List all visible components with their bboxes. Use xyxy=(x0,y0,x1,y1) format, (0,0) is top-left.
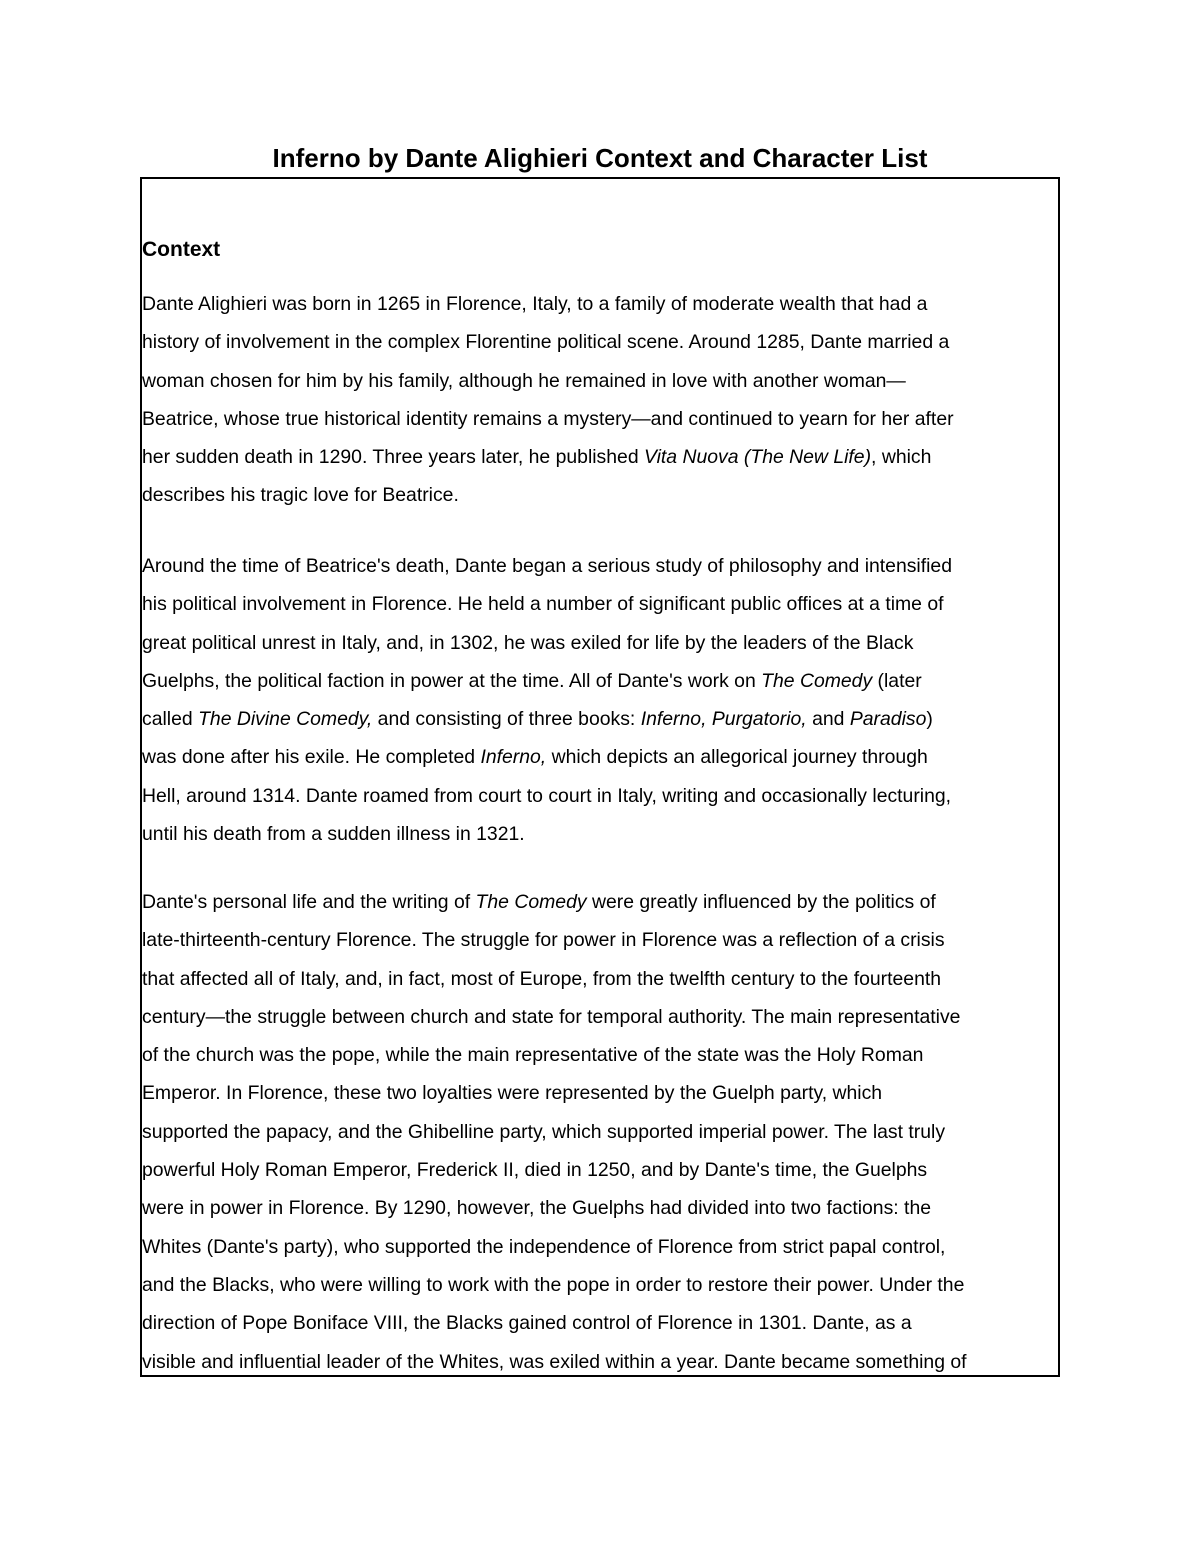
text-run: his political involvement in Florence. He held a number of significant public offices at a time of xyxy=(142,593,944,616)
text-run: were in power in Florence. By 1290, however, the Guelphs had divided into two factions: the xyxy=(142,1197,932,1220)
text-line xyxy=(142,883,1060,921)
italic-text: Inferno, xyxy=(480,746,547,769)
italic-text: Vita Nuova (The New Life) xyxy=(644,446,872,469)
text-line xyxy=(142,1228,1060,1266)
text-run: describes his tragic love for Beatrice. xyxy=(142,484,459,507)
text-run: Dante Alighieri was born in 1265 in Florence, Italy, to a family of moderate wealth that had a xyxy=(142,293,928,315)
text-line xyxy=(142,1266,1060,1304)
text-line xyxy=(142,362,1060,400)
text-line xyxy=(142,438,1060,476)
text-line xyxy=(142,1189,1060,1227)
text-line xyxy=(142,285,1060,323)
content-box xyxy=(140,177,1060,1377)
text-run: and xyxy=(806,708,850,731)
text-line xyxy=(142,921,1060,959)
text-run: supported the papacy, and the Ghibelline party, which supported imperial power. The last truly xyxy=(142,1120,946,1143)
paragraph xyxy=(142,285,1060,515)
text-line xyxy=(142,1074,1060,1112)
text-line xyxy=(142,815,1060,853)
italic-text: Inferno, Purgatorio, xyxy=(640,708,807,731)
page-title: Inferno by Dante Alighieri Context and Character List xyxy=(272,143,928,173)
text-run: woman chosen for him by his family, although he remained in love with another woman— xyxy=(142,369,906,392)
text-line xyxy=(142,1151,1060,1189)
text-line xyxy=(142,400,1060,438)
text-run: Beatrice, whose true historical identity remains a mystery—and continued to yearn for her after xyxy=(142,407,954,430)
text-line xyxy=(142,998,1060,1036)
text-run: Around the time of Beatrice's death, Dante began a serious study of philosophy and intensified xyxy=(142,555,953,577)
text-run: great political unrest in Italy, and, in 1302, he was exiled for life by the leaders of the Black xyxy=(142,631,914,654)
text-run: Dante's personal life and the writing of xyxy=(142,891,476,913)
italic-text: The Divine Comedy, xyxy=(198,708,373,731)
italic-text: Paradiso xyxy=(849,708,927,731)
text-run: powerful Holy Roman Emperor, Frederick II, died in 1250, and by Dante's time, the Guelphs xyxy=(142,1159,928,1182)
text-run: late-thirteenth-century Florence. The struggle for power in Florence was a reflection of a crisis xyxy=(142,929,945,952)
text-run: Guelphs, the political faction in power at the time. All of Dante's work on xyxy=(142,669,762,692)
text-line xyxy=(142,1343,1060,1377)
text-run: until his death from a sudden illness in 1321. xyxy=(142,823,525,846)
text-line xyxy=(142,1036,1060,1074)
text-run: and the Blacks, who were willing to work with the pope in order to restore their power. Under the xyxy=(142,1273,965,1296)
text-line xyxy=(142,738,1060,776)
text-line xyxy=(142,1113,1060,1151)
text-run: direction of Pope Boniface VIII, the Blacks gained control of Florence in 1301. Dante, as a xyxy=(142,1312,912,1335)
text-line xyxy=(142,662,1060,700)
text-line xyxy=(142,960,1060,998)
text-run: , which xyxy=(871,446,932,469)
text-run: that affected all of Italy, and, in fact, most of Europe, from the twelfth century to the fourteenth xyxy=(142,967,942,990)
text-line xyxy=(142,624,1060,662)
text-run: century—the struggle between church and state for temporal authority. The main representative xyxy=(142,1005,961,1028)
text-run: history of involvement in the complex Florentine political scene. Around 1285, Dante married a xyxy=(142,331,950,354)
italic-text: The Comedy xyxy=(761,669,873,692)
italic-text: The Comedy xyxy=(475,891,587,913)
text-run: and consisting of three books: xyxy=(372,708,641,731)
text-line xyxy=(142,476,1060,514)
paragraph xyxy=(142,547,1060,853)
text-run: of the church was the pope, while the main representative of the state was the Holy Roman xyxy=(142,1044,924,1067)
text-line xyxy=(142,547,1060,585)
text-run: ) xyxy=(926,708,933,731)
text-run: called xyxy=(142,708,199,731)
text-run: Emperor. In Florence, these two loyalties were represented by the Guelph party, which xyxy=(142,1082,883,1105)
text-line xyxy=(142,1304,1060,1342)
text-line xyxy=(142,700,1060,738)
text-run: were greatly influenced by the politics of xyxy=(586,891,936,913)
text-run: visible and influential leader of the Whites, was exiled within a year. Dante became something of xyxy=(142,1350,967,1373)
text-run: her sudden death in 1290. Three years later, he published xyxy=(142,446,644,469)
text-run: Whites (Dante's party), who supported the independence of Florence from strict papal control, xyxy=(142,1235,946,1258)
text-run: was done after his exile. He completed xyxy=(142,746,481,769)
text-run: (later xyxy=(872,669,922,692)
text-run: which depicts an allegorical journey through xyxy=(546,746,928,769)
paragraph xyxy=(142,883,1060,1377)
text-line xyxy=(142,323,1060,361)
text-run: Hell, around 1314. Dante roamed from court to court in Italy, writing and occasionally lecturing, xyxy=(142,784,952,807)
text-line xyxy=(142,777,1060,815)
section-heading-context: Context xyxy=(142,238,221,261)
text-line xyxy=(142,585,1060,623)
